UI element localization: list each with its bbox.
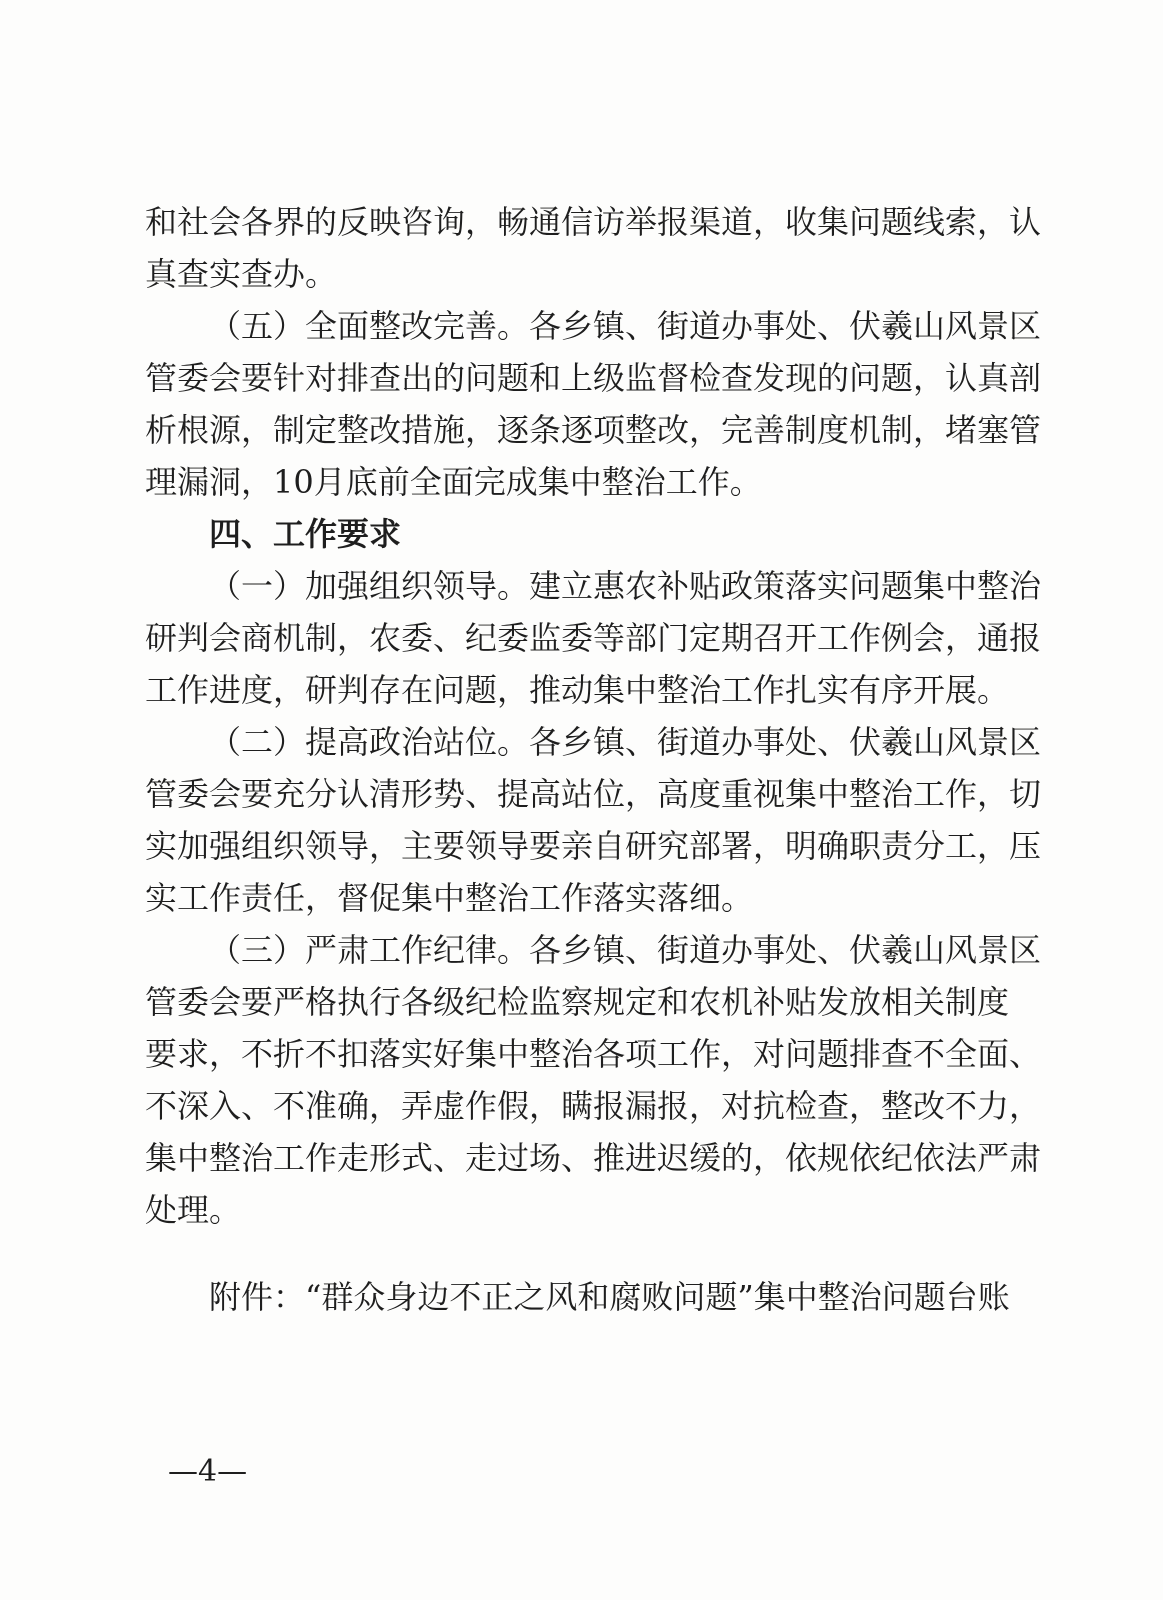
section-heading: 四、工作要求 (209, 515, 402, 553)
paragraph-line: 管委会要严格执行各级纪检监察规定和农机补贴发放相关制度 (145, 983, 1010, 1021)
paragraph-line: 管委会要充分认清形势、提高站位，高度重视集中整治工作，切 (145, 775, 1042, 813)
paragraph-line: 要求，不折不扣落实好集中整治各项工作，对问题排查不全面、 (145, 1035, 1042, 1073)
paragraph-line: （一）加强组织领导。建立惠农补贴政策落实问题集中整治 (209, 567, 1042, 605)
paragraph-line: 真查实查办。 (145, 255, 338, 293)
attachment-line: 附件：“群众身边不正之风和腐败问题”集中整治问题台账 (209, 1278, 1010, 1316)
paragraph-line: 处理。 (145, 1191, 242, 1229)
paragraph-line: 研判会商机制，农委、纪委监委等部门定期召开工作例会，通报 (145, 619, 1042, 657)
paragraph-line: 管委会要针对排查出的问题和上级监督检查发现的问题，认真剖 (145, 359, 1042, 397)
paragraph-line: （五）全面整改完善。各乡镇、街道办事处、伏羲山风景区 (209, 307, 1042, 345)
spacer (145, 1236, 967, 1271)
paragraph-line: 集中整治工作走形式、走过场、推进迟缓的，依规依纪依法严肃 (145, 1139, 1042, 1177)
paragraph-line: 和社会各界的反映咨询，畅通信访举报渠道，收集问题线索，认 (145, 203, 1042, 241)
paragraph-line: 析根源，制定整改措施，逐条逐项整改，完善制度机制，堵塞管 (145, 411, 1042, 449)
paragraph-line: 实工作责任，督促集中整治工作落实落细。 (145, 879, 754, 917)
paragraph-line: （三）严肃工作纪律。各乡镇、街道办事处、伏羲山风景区 (209, 931, 1042, 969)
body-text (145, 196, 1042, 1323)
paragraph-line: 工作进度，研判存在问题，推动集中整治工作扎实有序开展。 (145, 671, 1010, 709)
paragraph-line: 不深入、不准确，弄虚作假，瞒报漏报，对抗检查，整改不力， (145, 1087, 1042, 1125)
paragraph-line: 实加强组织领导，主要领导要亲自研究部署，明确职责分工，压 (145, 827, 1042, 865)
paragraph-line: （二）提高政治站位。各乡镇、街道办事处、伏羲山风景区 (209, 723, 1042, 761)
page-number: —4— (168, 1454, 248, 1489)
paragraph-line: 理漏洞，10月底前全面完成集中整治工作。 (145, 463, 762, 501)
